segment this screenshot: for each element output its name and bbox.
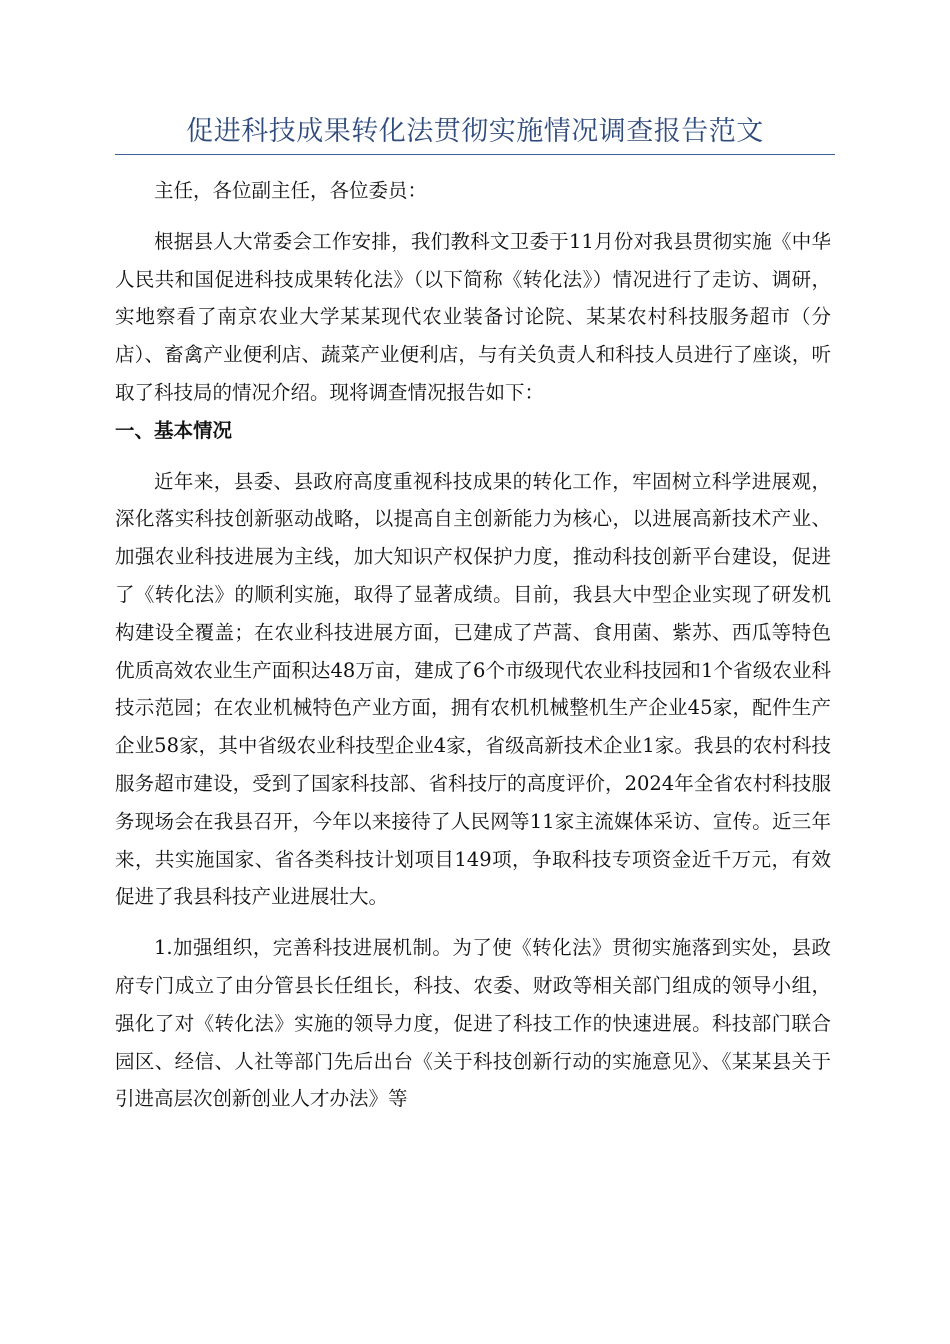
item-1-paragraph: 1.加强组织，完善科技进展机制。为了使《转化法》贯彻实施落到实处，县政府专门成立了由分管县长任组长，科技、农委、财政等相关部门组成的领导小组，强化了对《转化法》实施的领导力度，促进了科技工作的快速进展。科技部门联合园区、经信、人社等部门先后出台《关于科技创新行动的实施意见》、《某某县关于引进高层次创新创业人才办法》等 [115,936,831,1111]
salutation: 主任，各位副主任，各位委员： [154,179,428,202]
title-underline [115,154,835,155]
section-heading-basic: 一、基本情况 [115,418,233,442]
basic-situation-paragraph: 近年来，县委、县政府高度重视科技成果的转化工作，牢固树立科学进展观，深化落实科技创新驱动战略，以提高自主创新能力为核心，以进展高新技术产业、加强农业科技进展为主线，加大知识产权保护力度，推动科技创新平台建设，促进了《转化法》的顺利实施，取得了显著成绩。目前，我县大中型企业实现了研发机构建设全覆盖；在农业科技进展方面，已建成了芦蒿、食用菌、紫苏、西瓜等特色优质高效农业生产面积达48万亩，建成了6个市级现代农业科技园和1个省级农业科技示范园；在农业机械特色产业方面，拥有农机机械整机生产企业45家，配件生产企业58家，其中省级农业科技型企业4家，省级高新技术企业1家。我县的农村科技服务超市建设，受到了国家科技部、省科技厅的高度评价，2024年全省农村科技服务现场会在我县召开，今年以来接待了人民网等11家主流媒体采访、宣传。近三年来，共实施国家、省各类科技计划项目149项，争取科技专项资金近千万元，有效促进了我县科技产业进展壮大。 [115,469,831,909]
document-title: 促进科技成果转化法贯彻实施情况调查报告范文 [186,116,764,147]
intro-paragraph: 根据县人大常委会工作安排，我们教科文卫委于11月份对我县贯彻实施《中华人民共和国促进科技成果转化法》（以下简称《转化法》）情况进行了走访、调研，实地察看了南京农业大学某某现代农业装备讨论院、某某农村科技服务超市（分店）、畜禽产业便利店、蔬菜产业便利店，与有关负责人和科技人员进行了座谈，听取了科技局的情况介绍。现将调查情况报告如下： [115,229,831,404]
document-body [115,172,831,1118]
